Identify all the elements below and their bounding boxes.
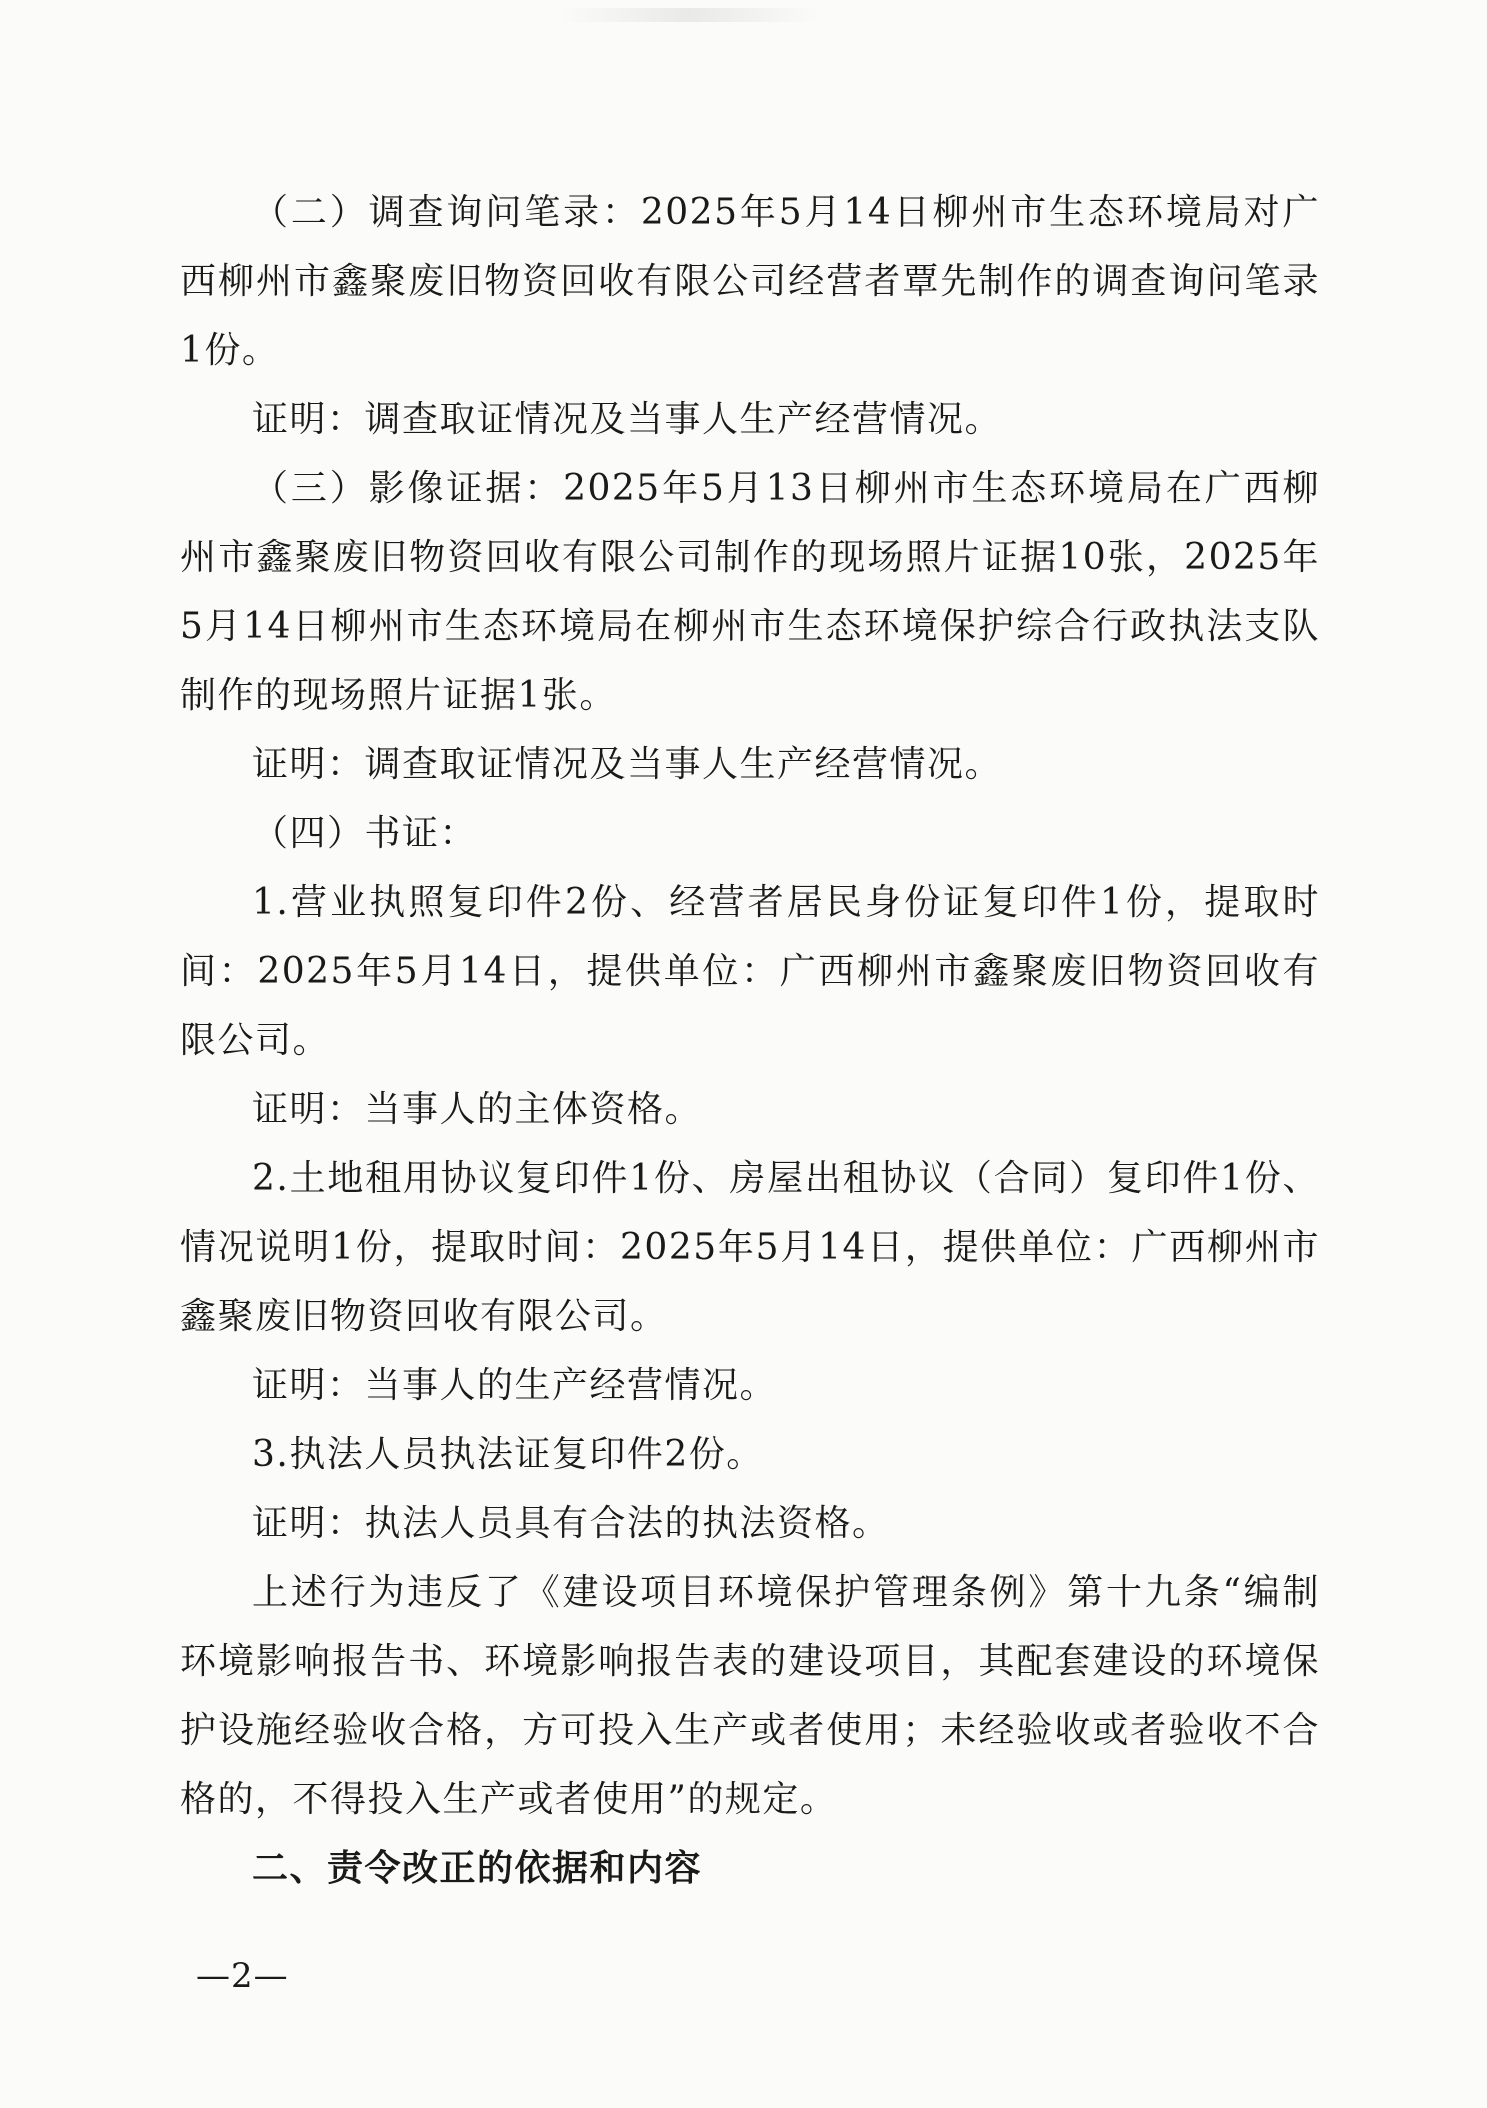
paragraph-proof-3: 证明：当事人的主体资格。 (252, 1089, 703, 1130)
paragraph-business-license: 1.营业执照复印件2份、经营者居民身份证复印件1份，提取时间：2025年5月14日，提供单位：广西柳州市鑫聚废旧物资回收有限公司。 (180, 882, 1320, 1061)
scan-artifact (560, 8, 820, 22)
paragraph-land-lease: 2.土地租用协议复印件1份、房屋出租协议（合同）复印件1份、情况说明1份，提取时间：2025年5月14日，提供单位：广西柳州市鑫聚废旧物资回收有限公司。 (180, 1158, 1320, 1337)
paragraph-image-evidence: （三）影像证据：2025年5月13日柳州市生态环境局在广西柳州市鑫聚废旧物资回收有限公司制作的现场照片证据10张，2025年5月14日柳州市生态环境局在柳州市生态环境保护综合行政执法支队制作的现场照片证据1张。 (180, 468, 1320, 716)
paragraph-proof-2: 证明：调查取证情况及当事人生产经营情况。 (252, 744, 1003, 785)
paragraph-proof-5: 证明：执法人员具有合法的执法资格。 (252, 1503, 890, 1544)
paragraph-violation: 上述行为违反了《建设项目环境保护管理条例》第十九条“编制环境影响报告书、环境影响报告表的建设项目，其配套建设的环境保护设施经验收合格，方可投入生产或者使用；未经验收或者验收不合格的，不得投入生产或者使用”的规定。 (180, 1572, 1320, 1820)
section-heading: 二、责令改正的依据和内容 (252, 1848, 703, 1889)
paragraph-documentary-evidence: （四）书证： (252, 813, 478, 854)
paragraph-proof-1: 证明：调查取证情况及当事人生产经营情况。 (252, 399, 1003, 440)
paragraph-interview-record: （二）调查询问笔录：2025年5月14日柳州市生态环境局对广西柳州市鑫聚废旧物资回收有限公司经营者覃先制作的调查询问笔录1份。 (180, 192, 1320, 371)
document-body (180, 178, 1320, 1903)
page-number: —2— (196, 1956, 289, 1996)
paragraph-proof-4: 证明：当事人的生产经营情况。 (252, 1365, 778, 1406)
paragraph-enforcement-cert: 3.执法人员执法证复印件2份。 (252, 1434, 764, 1475)
